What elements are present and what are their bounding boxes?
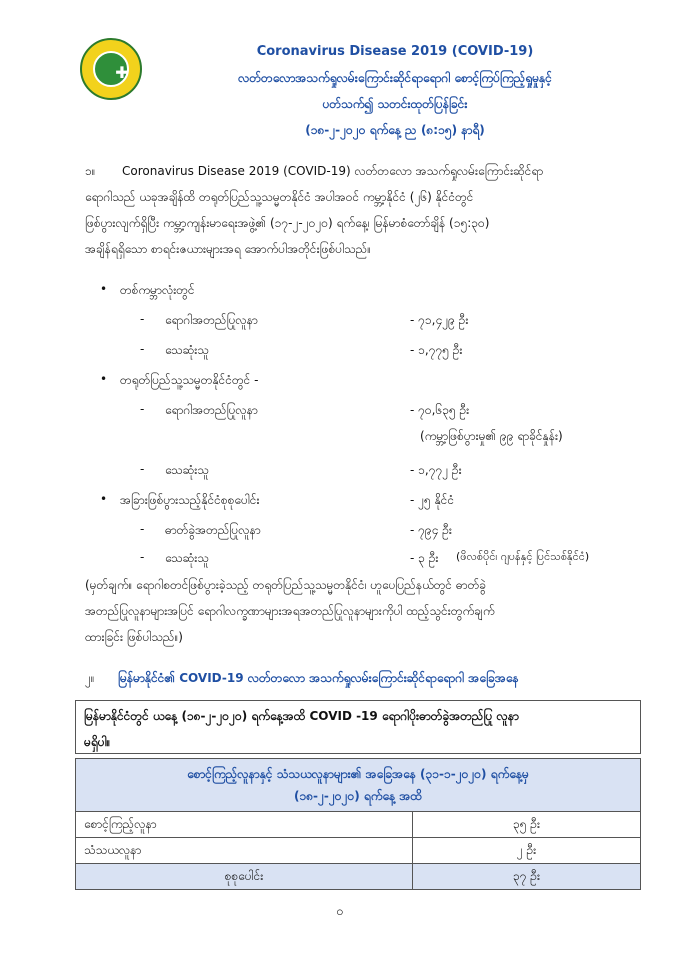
table-cell-label: စုစုပေါင်း <box>76 864 413 890</box>
others-confirmed-label: ဓာတ်ခွဲအတည်ပြုလူနာ <box>165 523 261 537</box>
china-deaths-value: - ၁,၇၇၂ ဦး <box>410 463 462 477</box>
bullet-dot: • <box>100 492 108 506</box>
page-number: ၀ <box>336 904 344 918</box>
global-label: တစ်ကမ္ဘာလုံးတွင် <box>120 283 195 297</box>
global-deaths-value: - ၁,၇၇၅ ဦး <box>410 343 463 357</box>
title-mm-line1: လတ်တလောအသက်ရှုလမ်းကြောင်းဆိုင်ရာရောဂါ စောင့်ကြပ်ကြည့်ရှုမှုနှင့် <box>238 71 552 85</box>
others-deaths-label: သေဆုံးသူ <box>165 551 209 565</box>
table-cell-value: ၃၅ ဦး <box>413 812 641 838</box>
table-header-line2: (၁၈-၂-၂၀၂၀) ရက်နေ့ အထိ <box>293 789 423 803</box>
dash: - <box>140 550 145 564</box>
note-line1: (မှတ်ချက်။ ရောဂါစတင်ဖြစ်ပွားခဲ့သည့် တရုတ်ပြည်သူ့သမ္မတနိုင်ငံ၊ ဟူပေပြည်နယ်တွင် ဓာတ်ခွဲ <box>85 578 487 592</box>
china-label: တရုတ်ပြည်သူ့သမ္မတနိုင်ငံတွင် - <box>120 373 259 387</box>
section1-line4: အချိန်ရရှိသော စာရင်းဇယားများအရ အောက်ပါအတိုင်းဖြစ်ပါသည်။ <box>85 242 371 256</box>
section1-line3: ဖြစ်ပွားလျက်ရှိပြီး ကမ္ဘာ့ကျန်းမာရေးအဖွဲ့၏ (၁၇-၂-၂၀၂၀) ရက်နေ့၊ မြန်မာစံတော်ချိန် (၁၅:၃၀) <box>85 216 490 230</box>
status-box <box>75 700 641 754</box>
others-countries-value: - ၂၅ နိုင်ငံ <box>410 493 455 507</box>
table-header <box>76 759 641 812</box>
others-deaths-value: - ၃ ဦး <box>410 551 439 565</box>
china-confirmed-note: (ကမ္ဘာ့ဖြစ်ပွားမှု၏ ၉၉ ရာခိုင်နှုန်း) <box>420 429 563 443</box>
table-cell-value: ၃၇ ဦး <box>413 864 641 890</box>
ministry-logo <box>80 38 142 100</box>
table-cell-value: ၂ ဦး <box>413 838 641 864</box>
china-deaths-label: သေဆုံးသူ <box>165 463 209 477</box>
global-confirmed-value: - ၇၁,၄၂၉ ဦး <box>410 313 469 327</box>
dash: - <box>140 462 145 476</box>
section1-line2: ရောဂါသည် ယခုအချိန်ထိ တရုတ်ပြည်သူ့သမ္မတနိုင်ငံ အပါအဝင် ကမ္ဘာ့နိုင်ငံ (၂၆) နိုင်ငံတွင် <box>85 190 474 204</box>
china-confirmed-label: ရောဂါအတည်ပြုလူနာ <box>165 403 258 417</box>
global-confirmed-label: ရောဂါအတည်ပြုလူနာ <box>165 313 258 327</box>
table-cell-label: စောင့်ကြည့်လူနာ <box>76 812 413 838</box>
section1-line1: Coronavirus Disease 2019 (COVID-19) လတ်တလော အသက်ရှုလမ်းကြောင်းဆိုင်ရာ <box>122 164 544 178</box>
table-header-line1: စောင့်ကြည့်လူနာနှင့် သံသယလူနာများ၏ အခြေအနေ (၃၁-၁-၂၀၂၀) ရက်နေ့မှ <box>187 767 529 781</box>
table-row <box>76 812 641 838</box>
dash: - <box>140 342 145 356</box>
global-deaths-label: သေဆုံးသူ <box>165 343 209 357</box>
status-line1: မြန်မာနိုင်ငံတွင် ယနေ့ (၁၈-၂-၂၀၂၀) ရက်နေ့အထိ COVID -19 ရောဂါပိုးဓာတ်ခွဲအတည်ပြု လူနာ <box>84 709 519 723</box>
table-row <box>76 838 641 864</box>
title-mm-line2: ပတ်သက်၍ သတင်းထုတ်ပြန်ခြင်း <box>322 97 468 111</box>
note-line3: ထားခြင်း ဖြစ်ပါသည်။) <box>85 630 183 644</box>
others-confirmed-value: - ၇၉၄ ဦး <box>410 523 452 537</box>
table-cell-label: သံသယလူနာ <box>76 838 413 864</box>
cross-icon: ✚ <box>115 63 129 82</box>
title-en: Coronavirus Disease 2019 (COVID-19) <box>256 44 534 59</box>
monitoring-table <box>75 758 641 890</box>
note-line2: အတည်ပြုလူနာများအပြင် ရောဂါလက္ခဏာများအရအတည်ပြုလူနာများကိုပါ ထည့်သွင်းတွက်ချက် <box>85 604 495 618</box>
dash: - <box>140 402 145 416</box>
section2-number: ၂။ <box>85 671 95 685</box>
dash: - <box>140 522 145 536</box>
section2-title: မြန်မာနိုင်ငံ၏ COVID-19 လတ်တလော အသက်ရှုလမ်းကြောင်းဆိုင်ရာရောဂါ အခြေအနေ <box>118 671 519 685</box>
others-deaths-note: (ဖိလစ်ပိုင်၊ ဂျပန်နှင့် ပြင်သစ်နိုင်ငံ) <box>456 550 590 563</box>
seal-emblem-icon <box>93 51 129 87</box>
bullet-dot: • <box>100 282 108 296</box>
bullet-dot: • <box>100 372 108 386</box>
table-row <box>76 864 641 890</box>
dash: - <box>140 312 145 326</box>
others-label: အခြားဖြစ်ပွားသည့်နိုင်ငံစုစုပေါင်း <box>120 493 260 507</box>
title-date: (၁၈-၂-၂၀၂၀ ရက်နေ့ ည (၈:၁၅) နာရီ) <box>305 123 485 137</box>
china-confirmed-value: - ၇၀,၆၃၅ ဦး <box>410 403 470 417</box>
status-line2: မရှိပါ။ <box>84 735 111 749</box>
section1-number: ၁။ <box>85 164 96 178</box>
